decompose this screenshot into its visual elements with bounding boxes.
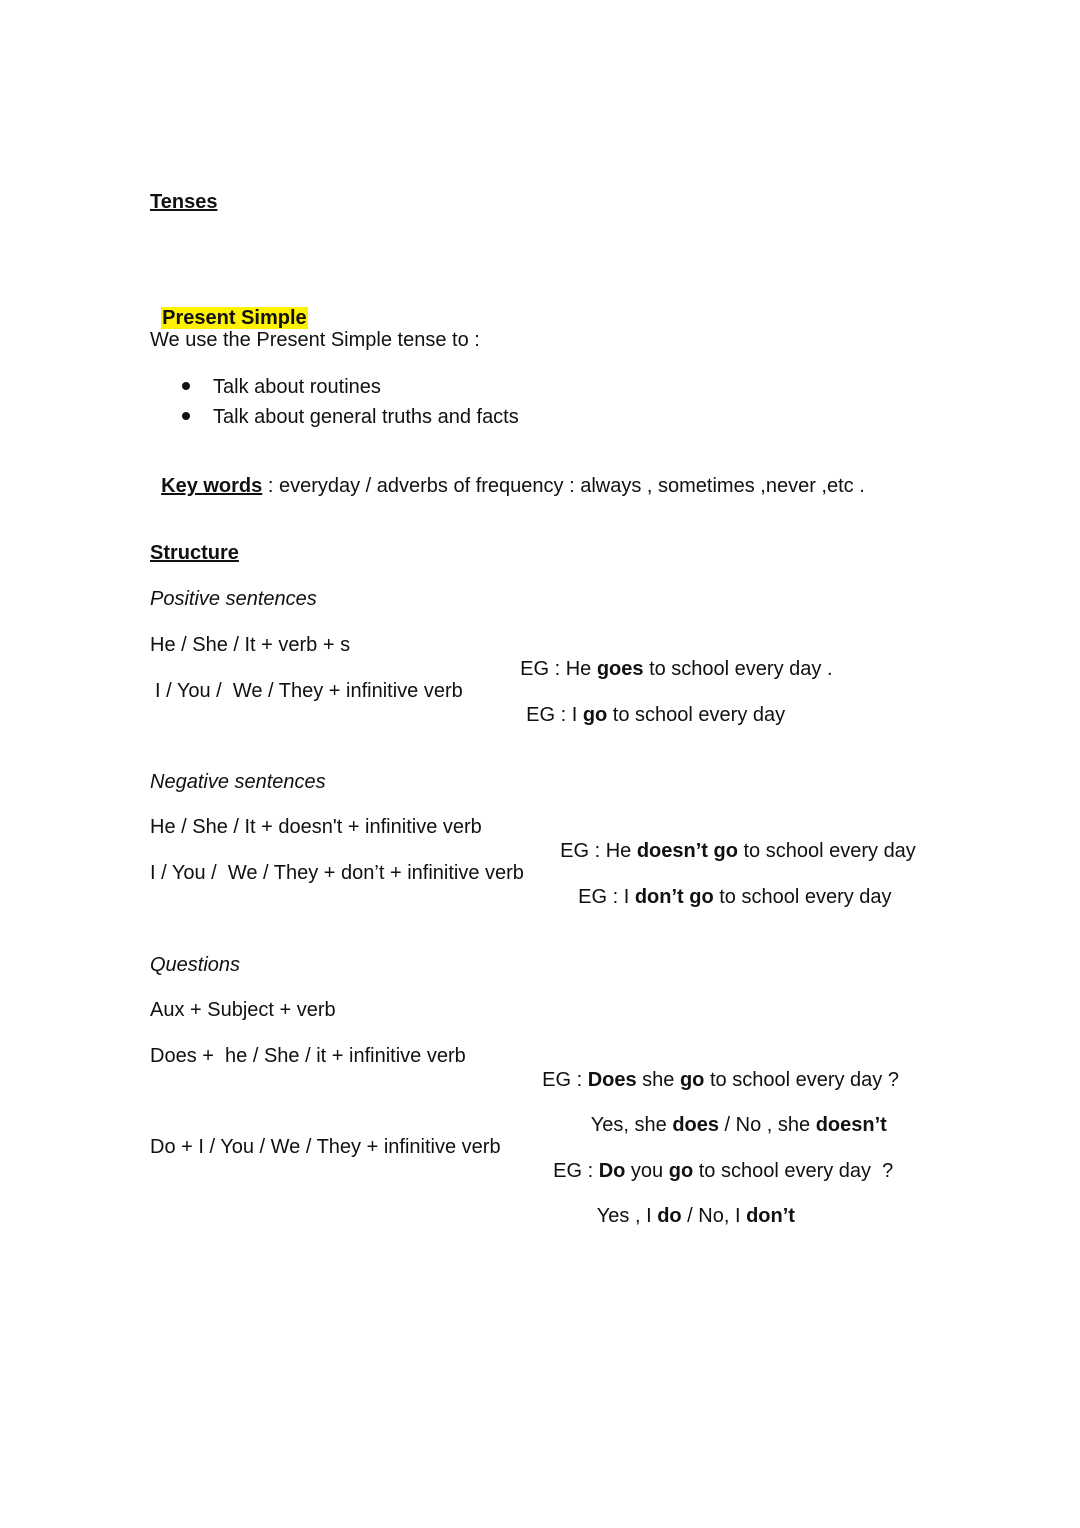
key-words-text: : everyday / adverbs of frequency : always , sometimes ,never ,etc . — [262, 475, 865, 497]
question-answer: Yes, she does / No , she doesn’t — [590, 1114, 887, 1136]
bullet-icon — [182, 382, 190, 390]
structure-heading: Structure — [150, 542, 239, 564]
positive-rule: He / She / It + verb + s — [150, 634, 351, 656]
positive-example: EG : I go to school every day — [526, 704, 786, 726]
highlighted-heading: Present Simple — [162, 307, 307, 329]
question-rule: Does + he / She / it + infinitive verb — [150, 1045, 466, 1067]
question-example: EG : Does she go to school every day ? — [542, 1069, 899, 1091]
positive-example: EG : He goes to school every day . — [520, 658, 833, 680]
positive-rule: I / You / We / They + infinitive verb — [155, 680, 463, 702]
intro-text: We use the Present Simple tense to : — [150, 329, 480, 351]
negative-rule: I / You / We / They + don’t + infinitive verb — [150, 862, 524, 884]
question-answer: Yes , I do / No, I don’t — [596, 1205, 795, 1227]
key-words-line — [150, 450, 865, 498]
bullet-icon — [182, 412, 190, 420]
negative-rule: He / She / It + doesn't + infinitive verb — [150, 816, 482, 838]
question-example: EG : Do you go to school every day ? — [553, 1160, 894, 1182]
positive-subheading: Positive sentences — [150, 588, 317, 610]
section-heading — [150, 282, 308, 330]
bullet-item: Talk about routines — [213, 376, 381, 398]
question-rule: Do + I / You / We / They + infinitive verb — [150, 1136, 501, 1158]
negative-subheading: Negative sentences — [150, 771, 326, 793]
negative-example: EG : I don’t go to school every day — [578, 886, 892, 908]
key-words-label: Key words — [161, 475, 263, 497]
bullet-item: Talk about general truths and facts — [213, 406, 519, 428]
page-title: Tenses — [150, 191, 218, 213]
negative-example: EG : He doesn’t go to school every day — [560, 840, 916, 862]
questions-subheading: Questions — [150, 954, 241, 976]
questions-formula: Aux + Subject + verb — [150, 999, 336, 1021]
